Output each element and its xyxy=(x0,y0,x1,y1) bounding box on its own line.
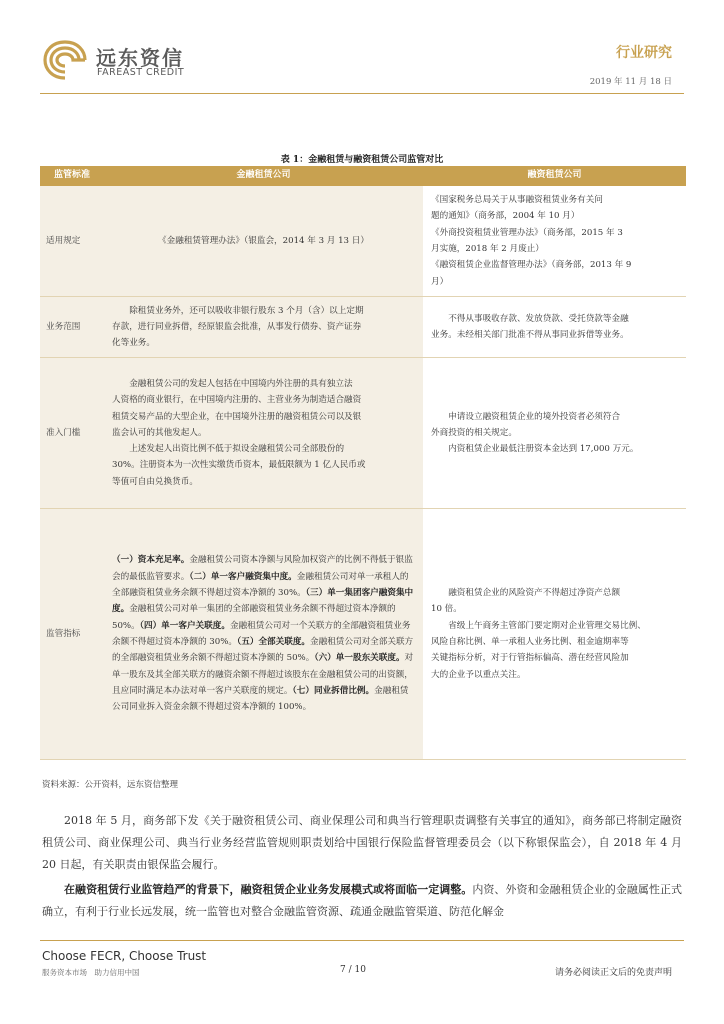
table-source-note: 资料来源：公开资料，远东资信整理 xyxy=(42,780,179,790)
paragraph-text: 2018 年 5 月，商务部下发《关于融资租赁公司、商业保理公司和典当行管理职责调整有关事宜的通知》，商务部已将制定融资租赁公司、商业保理公司、典当行业务经营监管规则职责划给中国银行保险监督管理委员会（以下称银保监会），自 2018 年 4 月 20 日起，有关职责由银保监会履行。 xyxy=(42,814,682,871)
cell-line: 存款，进行同业拆借，经原银监会批准，从事发行债券、资产证券 xyxy=(112,321,362,332)
cell-line: 10 倍。 xyxy=(431,604,462,615)
indicator-all-related-text: 金融租赁公司对全部关联方的全部融资租赁业务余额不得超过资本净额的 50%。 xyxy=(112,637,414,664)
col-header-finance-leasing: 融资租赁公司 xyxy=(423,166,686,186)
cell-line: 《国家税务总局关于从事融资租赁业务有关问 xyxy=(431,195,603,206)
cell-financial-leasing xyxy=(104,297,423,358)
cell-line: 题的通知》（商务部，2004 年 10 月） xyxy=(431,211,580,222)
table-row-business-scope xyxy=(40,297,686,358)
cell-line: 《融资租赁企业监督管理办法》（商务部，2013 年 9 xyxy=(431,260,632,271)
report-section-label: 行业研究 xyxy=(616,45,672,61)
cell-line: 风险自称比例、单一承租人业务比例、租金逾期率等 xyxy=(431,637,629,647)
indicator-shareholder-text: 对单一股东及其全部关联方的融资余额不得超过该股东在金融租赁公司的出资额，且应同时满足本办法对单一客户关联度的规定。 xyxy=(112,653,414,696)
cell-line: 业务。未经相关部门批准不得从事同业拆借等业务。 xyxy=(431,330,629,340)
page-number: 7 / 10 xyxy=(340,965,366,975)
footer-slogan: Choose FECR, Choose Trust xyxy=(42,949,207,963)
body-paragraph-1 xyxy=(42,810,682,876)
cell-line: 大的企业予以重点关注。 xyxy=(431,669,526,680)
row-category: 准入门槛 xyxy=(40,358,104,509)
cell-finance-leasing xyxy=(423,509,686,760)
table-header-row xyxy=(40,166,686,186)
indicator-single-client-title: （二）单一客户融资集中度。 xyxy=(189,571,297,582)
cell-line: 等值可自由兑换货币。 xyxy=(112,476,198,487)
indicator-interbank-text: 金融租赁公司同业拆入资金余额不得超过资本净额的 100%。 xyxy=(112,685,409,713)
cell-finance-leasing xyxy=(423,186,686,297)
paragraph-text: 内资、外资和金融租赁企业的金融属性正式确立，有利于行业长远发展，统一监管也对整合金融监管资源、疏通金融监管渠道、防范化解金 xyxy=(42,883,682,918)
row-category: 业务范围 xyxy=(40,297,104,358)
company-name-cn: 远东资信 xyxy=(96,46,184,70)
cell-line: 除租赁业务外，还可以吸收非银行股东 3 个月（含）以上定期 xyxy=(112,305,364,316)
row-category: 适用规定 xyxy=(40,186,104,297)
cell-line: 金融租赁公司的发起人包括在中国境内外注册的具有独立法 xyxy=(112,378,353,389)
cell-line: 30%。注册资本为一次性实缴货币资本，最低限额为 1 亿人民币或 xyxy=(112,460,366,471)
footer-divider xyxy=(40,940,684,941)
indicator-single-client-text: 金融租赁公司对单一承租人的全部融资租赁业务余额不得超过资本净额的 30%。 xyxy=(112,571,409,599)
company-name-en: FAREAST CREDIT xyxy=(97,67,185,78)
cell-financial-leasing xyxy=(104,509,423,760)
table-title: 表 1：金融租赁与融资租赁公司监管对比 xyxy=(280,155,444,165)
cell-line: 监会认可的其他发起人。 xyxy=(112,427,207,438)
col-header-standard: 监管标准 xyxy=(40,166,104,186)
body-paragraph-2 xyxy=(42,879,682,923)
cell-line: 租赁交易产品的大型企业，在中国境外注册的融资租赁公司以及银 xyxy=(112,411,362,422)
page-header xyxy=(0,0,724,100)
cell-line: 省级上午商务主管部门要定期对企业管理交易比例、 xyxy=(431,620,646,631)
cell-line: 不得从事吸收存款、发放贷款、受托贷款等金融 xyxy=(431,313,629,324)
footer-subslogan: 服务资本市场 助力信用中国 xyxy=(42,968,140,977)
indicator-single-related-text: 金融租赁公司对一个关联方的全部融资租赁业务余额不得超过资本净额的 30%。 xyxy=(112,620,411,647)
indicator-all-related-title: （五）全部关联度。 xyxy=(236,637,311,647)
paragraph-lead: 在融资租赁行业监管趋严的背景下，融资租赁企业业务发展模式或将面临一定调整。 xyxy=(64,883,473,896)
cell-line: 上述发起人出资比例不低于拟设金融租赁公司全部股份的 xyxy=(112,444,345,455)
cell-line: 外商投资的相关规定。 xyxy=(431,427,517,438)
indicator-single-group-title: （三）单一集团客户融资集中度。 xyxy=(112,588,414,615)
header-divider xyxy=(40,93,684,94)
col-header-financial-leasing: 金融租赁公司 xyxy=(104,166,423,186)
cell-line: 月实施，2018 年 2 月废止） xyxy=(431,244,544,254)
report-date: 2019 年 11 月 18 日 xyxy=(589,77,672,87)
cell-finance-leasing xyxy=(423,358,686,509)
cell-line: 内资租赁企业最低注册资本金达到 17,000 万元。 xyxy=(431,444,639,455)
cell-line: 融资租赁企业的风险资产不得超过净资产总额 xyxy=(431,588,621,599)
cell-line: 月） xyxy=(431,276,449,287)
indicator-single-related-title: （四）单一客户关联度。 xyxy=(139,620,230,631)
cell-line: 《外商投资租赁业管理办法》（商务部，2015 年 3 xyxy=(431,227,623,238)
indicator-interbank-title: （七）同业拆借比例。 xyxy=(292,685,375,696)
cell-line: 人资格的商业银行，在中国境内注册的、主营业务为制造适合融资 xyxy=(112,395,362,406)
table-row-regulatory-indicators xyxy=(40,509,686,760)
cell-line: 关键指标分析，对于行管指标偏高、潜在经营风险加 xyxy=(431,653,629,664)
indicator-capital-adequacy-title: （一）资本充足率。 xyxy=(112,555,190,566)
table-row-applicable-rules xyxy=(40,186,686,297)
cell-line: 《金融租赁管理办法》（银监会，2014 年 3 月 13 日） xyxy=(158,235,369,246)
cell-financial-leasing xyxy=(104,358,423,509)
indicator-single-group-text: 金融租赁公司对单一集团的全部融资租赁业务余额不得超过资本净额的 50%。 xyxy=(112,604,396,631)
row-category: 监管指标 xyxy=(40,509,104,760)
indicator-shareholder-title: （六）单一股东关联度。 xyxy=(314,653,405,664)
cell-line: 化等业务。 xyxy=(112,338,155,349)
disclaimer-note: 请务必阅读正文后的免责声明 xyxy=(554,968,672,978)
table-row-entry-threshold xyxy=(40,358,686,509)
fareast-credit-logo-icon xyxy=(42,38,88,82)
cell-financial-leasing xyxy=(104,186,423,297)
regulation-comparison-table xyxy=(40,166,686,760)
indicator-capital-adequacy-text: 金融租赁公司资本净额与风险加权资产的比例不得低于银监会的最低监管要求。 xyxy=(112,555,413,582)
cell-finance-leasing xyxy=(423,297,686,358)
cell-line: 申请设立融资租赁企业的境外投资者必须符合 xyxy=(431,411,621,422)
